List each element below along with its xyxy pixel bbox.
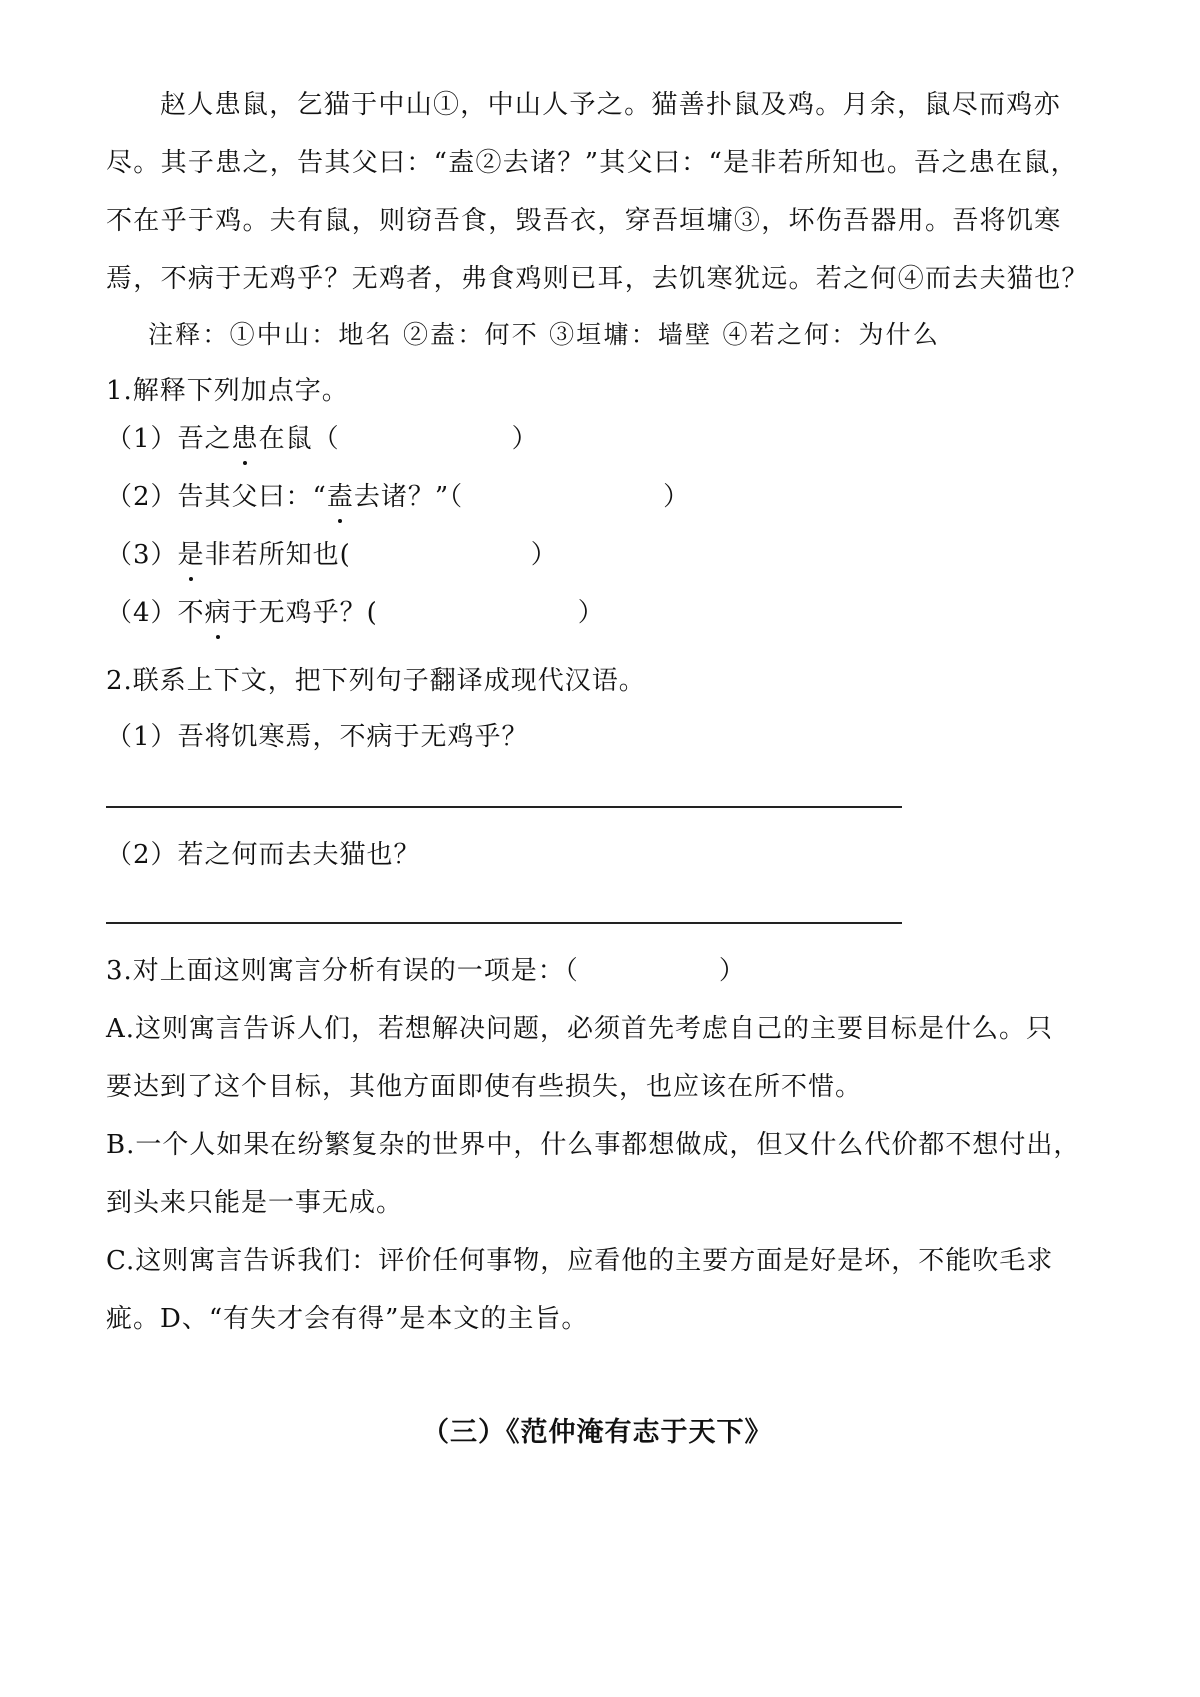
item-text: （2）告其父曰：“ [106,482,327,512]
question-3-title [106,954,746,988]
item-text: （1）吾之 [106,424,232,454]
closing-paren: ） [663,482,691,512]
question-1-item-3 [106,538,558,572]
passage-line: 尽。其子患之，告其父曰：“盍②去诸？”其父曰：“是非若所知也。吾之患在鼠， [106,148,1078,178]
passage-line: 焉，不病于无鸡乎？无鸡者，弗食鸡则已耳，去饥寒犹远。若之何④而去夫猫也？ [106,264,1089,294]
option-c-d-line: 疵。D、“有失才会有得”是本文的主旨。 [106,1304,589,1334]
answer-line[interactable] [106,922,902,924]
question-2-item-1: （1）吾将饥寒焉，不病于无鸡乎？ [106,722,529,752]
item-text: 非若所知也( [204,540,351,570]
question-3-text: 3.对上面这则寓言分析有误的一项是：（ [106,956,579,986]
option-a-line: 要达到了这个目标，其他方面即使有些损失，也应该在所不惜。 [106,1072,863,1102]
dotted-character: 是 [177,540,205,570]
question-1-item-2 [106,480,690,514]
closing-paren: ） [530,540,558,570]
item-text: 在鼠（ [258,424,340,454]
question-1-item-1 [106,422,539,456]
item-text: （4）不 [106,598,205,628]
question-2-item-2: （2）若之何而去夫猫也？ [106,840,421,870]
dotted-character: 盍 [326,482,354,512]
question-1-item-4 [106,596,605,630]
question-1-title: 1.解释下列加点字。 [106,376,349,406]
question-2-title: 2.联系上下文，把下列句子翻译成现代汉语。 [106,666,646,696]
section-title: （三）《范仲淹有志于天下》 [422,1417,773,1448]
dotted-character: 病 [204,598,232,628]
item-text: 去诸？”（ [353,482,464,512]
passage-line: 赵人患鼠，乞猫于中山①，中山人予之。猫善扑鼠及鸡。月余，鼠尽而鸡亦 [160,90,1061,120]
item-text: （3） [106,540,178,570]
answer-line[interactable] [106,806,902,808]
closing-paren: ） [577,598,605,628]
closing-paren: ） [718,956,746,986]
passage-notes: 注释：①中山：地名 ②盍：何不 ③垣墉：墙壁 ④若之何：为什么 [148,320,941,349]
closing-paren: ） [511,424,539,454]
option-c-line: C.这则寓言告诉我们：评价任何事物，应看他的主要方面是好是坏，不能吹毛求 [106,1246,1054,1276]
option-b-line: B.一个人如果在纷繁复杂的世界中，什么事都想做成，但又什么代价都不想付出， [106,1130,1081,1160]
dotted-character: 患 [231,424,259,454]
option-b-line: 到头来只能是一事无成。 [106,1188,404,1218]
item-text: 于无鸡乎？( [231,598,378,628]
passage-line: 不在乎于鸡。夫有鼠，则窃吾食，毁吾衣，穿吾垣墉③，坏伤吾器用。吾将饥寒 [106,206,1062,236]
option-a-line: A.这则寓言告诉人们，若想解决问题，必须首先考虑自己的主要目标是什么。只 [106,1014,1054,1044]
